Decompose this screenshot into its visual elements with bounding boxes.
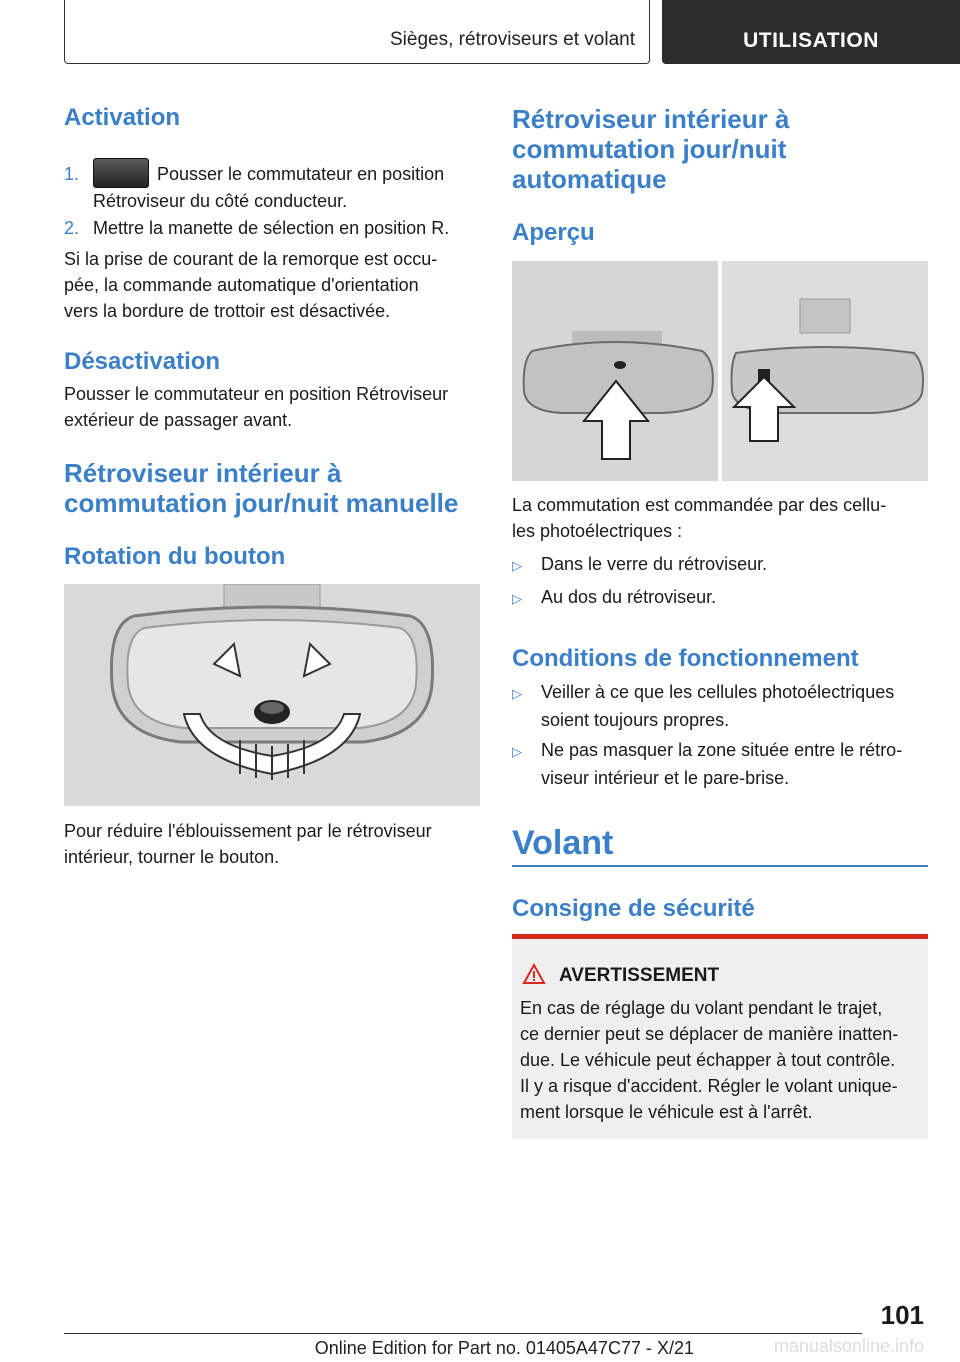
caption-line-1: Pour réduire l'éblouissement par le rétroviseur	[64, 821, 432, 841]
cond-2-line-1: Ne pas masquer la zone située entre le rétro‐	[541, 740, 903, 760]
volant-rule	[512, 865, 928, 867]
rotation-heading: Rotation du bouton	[64, 543, 286, 570]
page-number: 101	[880, 1300, 924, 1330]
mirror-back-photo	[722, 261, 928, 481]
mirror-back-drawing	[722, 261, 928, 481]
deactivation-heading: Désactivation	[64, 348, 221, 375]
mirror-front-drawing	[512, 261, 718, 481]
overview-heading: Aperçu	[512, 219, 595, 246]
bullet-triangle-icon: ▷	[512, 591, 522, 606]
cond-2-line-2: viseur intérieur et le pare-brise.	[541, 768, 790, 788]
safety-heading: Consigne de sécurité	[512, 895, 755, 922]
cond-1-line-2: soient toujours propres.	[541, 710, 730, 730]
manual-mirror-illustration	[64, 584, 480, 806]
step-2-text: Mettre la manette de sélection en position R.	[93, 218, 450, 238]
auto-title-line-2: commutation jour/nuit	[512, 134, 787, 164]
deact-line-1: Pousser le commutateur en position Rétroviseur	[64, 384, 449, 404]
warn-line-3: due. Le véhicule peut échapper à tout contrôle.	[520, 1050, 896, 1070]
cells-line-2: les photoélectriques :	[512, 521, 683, 541]
header-chapter-tab	[662, 0, 960, 64]
bullet-triangle-icon: ▷	[512, 558, 522, 573]
warning-text	[520, 995, 928, 1125]
mirror-switch-icon	[93, 158, 149, 188]
condition-item-1	[512, 679, 928, 733]
volant-heading: Volant	[512, 824, 614, 862]
footer-rule	[64, 1333, 862, 1334]
trailer-paragraph	[64, 246, 480, 324]
activation-heading: Activation	[64, 104, 181, 131]
warn-line-4: Il y a risque d'accident. Régler le volant unique‐	[520, 1076, 898, 1096]
warn-line-1: En cas de réglage du volant pendant le trajet,	[520, 998, 883, 1018]
step-1-line2: Rétroviseur du côté conducteur.	[93, 191, 348, 211]
mirror-front-photo	[512, 261, 718, 481]
auto-title-line-3: automatique	[512, 164, 667, 194]
step-2	[64, 215, 480, 241]
cells-line-1: La commutation est commandée par des cellu‐	[512, 495, 887, 515]
auto-title-line-1: Rétroviseur intérieur à	[512, 104, 790, 134]
bullet-triangle-icon: ▷	[512, 744, 522, 759]
chapter-title: UTILISATION	[743, 29, 879, 52]
rotation-caption	[64, 818, 480, 870]
cond-1-line-1: Veiller à ce que les cellules photoélectriques	[541, 682, 895, 702]
step-1	[64, 158, 480, 214]
deactivation-paragraph	[64, 381, 480, 433]
edition-text: Online Edition for Part no. 01405A47C77 - X/21	[311, 1338, 694, 1358]
footer-edition	[64, 1338, 924, 1359]
condition-item-2	[512, 737, 928, 791]
bullet-item-2	[512, 584, 928, 612]
warning-label: AVERTISSEMENT	[559, 965, 720, 986]
step-2-number: 2.	[64, 218, 80, 238]
warn-line-5: ment lorsque le véhicule est à l'arrêt.	[520, 1102, 813, 1122]
trailer-line-3: vers la bordure de trottoir est désactivée.	[64, 301, 391, 321]
section-title: Sièges, rétroviseurs et volant	[389, 29, 635, 50]
bullet-item-1	[512, 551, 928, 579]
step-1-number: 1.	[64, 164, 80, 184]
header-section-tab	[64, 0, 650, 64]
manual-mirror-heading	[64, 458, 458, 518]
trailer-line-1: Si la prise de courant de la remorque est occu‐	[64, 249, 438, 269]
bullet-triangle-icon: ▷	[512, 686, 522, 701]
warn-line-2: ce dernier peut se déplacer de manière inatten‐	[520, 1024, 899, 1044]
manual-mirror-drawing	[64, 584, 480, 806]
deact-line-2: extérieur de passager avant.	[64, 410, 293, 430]
cells-paragraph	[512, 492, 928, 544]
bullet-1-text: Dans le verre du rétroviseur.	[541, 554, 768, 574]
caption-line-2: intérieur, tourner le bouton.	[64, 847, 280, 867]
auto-mirror-heading	[512, 104, 789, 194]
warning-triangle-icon	[522, 963, 546, 985]
watermark: manualsonline.info	[773, 1336, 924, 1356]
bullet-2-text: Au dos du rétroviseur.	[541, 587, 717, 607]
trailer-line-2: pée, la commande automatique d'orientation	[64, 275, 419, 295]
manual-title-line-1: Rétroviseur intérieur à	[64, 458, 342, 488]
step-1-line1: Pousser le commutateur en position	[157, 164, 445, 184]
conditions-heading: Conditions de fonctionnement	[512, 645, 859, 672]
manual-title-line-2: commutation jour/nuit manuelle	[64, 488, 459, 518]
warning-box	[512, 934, 928, 1139]
